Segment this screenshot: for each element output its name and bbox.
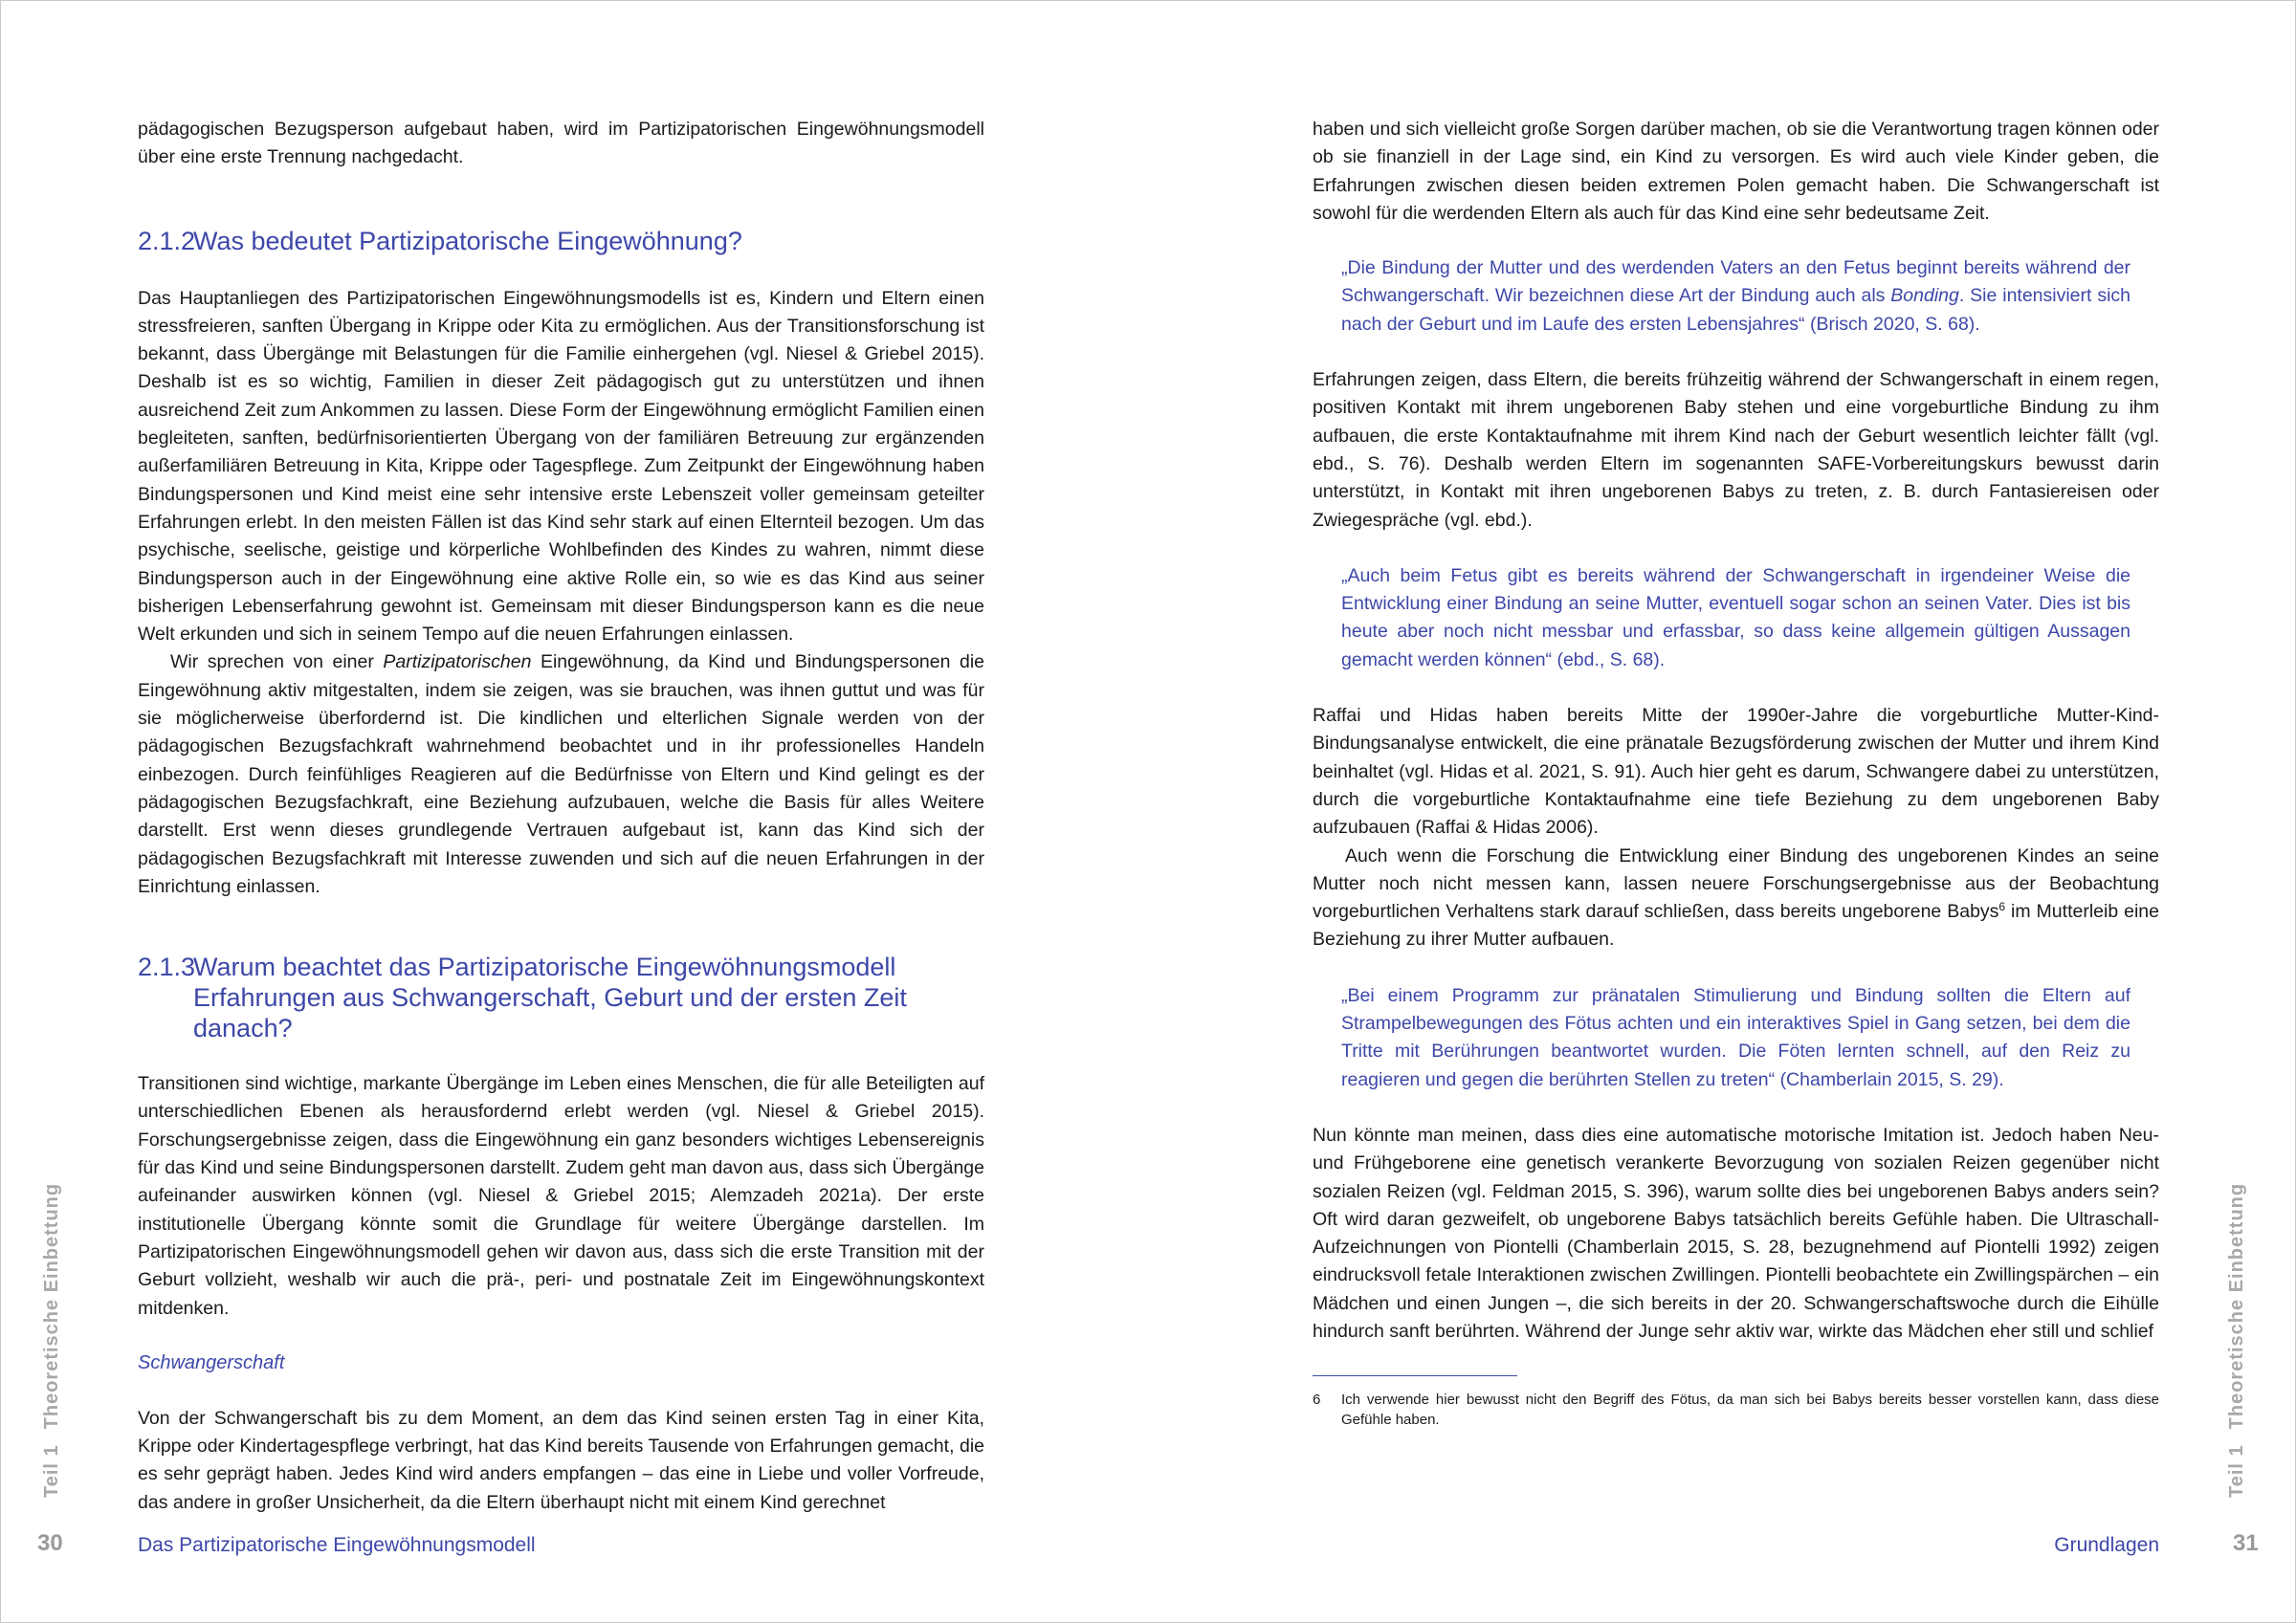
section-heading-2-1-3 xyxy=(138,952,984,1043)
emphasis-text: Bonding xyxy=(1890,285,1959,307)
page-number-right: 31 xyxy=(2233,1530,2259,1556)
paragraph-text: Wir sprechen von einer xyxy=(170,651,384,673)
emphasis-text: Partizipatorischen xyxy=(383,651,532,673)
footnote-text: Ich verwende hier bewusst nicht den Begriff des Fötus, da man sich bei Babys bereits besser vorstellen kann, dass diese Gefühle haben. xyxy=(1341,1392,2159,1428)
side-label-part: Teil 1 xyxy=(41,1444,62,1498)
footnote-number: 6 xyxy=(1313,1392,1321,1408)
side-label-title: Theoretische Einbettung xyxy=(41,1182,62,1430)
section-213-paragraph-2: Von der Schwangerschaft bis zu dem Moment, an dem das Kind seinen ersten Tag in einer Kita, Krippe oder Kindertagespflege verbringt, hat das Kind bereits Tausende von Erfahrungen gemacht, die es sehr geprägt haben. Jedes Kind wird anders empfangen – das eine in Liebe und voller Vorfreude, das andere in großer Unsicherheit, da die Eltern überhaupt nicht mit einem Kind gerechnet xyxy=(138,1407,984,1513)
right-paragraph-2: Erfahrungen zeigen, dass Eltern, die bereits frühzeitig während der Schwangerschaft in einem regen, positiven Kontakt mit ihrem ungeborenen Baby stehen und eine vorgeburtliche Bindung zu ihm aufbauen, die erste Kontaktaufnahme mit ihrem Kind nach der Geburt wesentlich leichter fällt (vgl. ebd., S. 76). Deshalb werden Eltern im sogenannten SAFE-Vorbereitungskurs bewusst darin unterstützt, in Kontakt mit ihren ungeborenen Babys zu treten, z. B. durch Fantasiereisen oder Zwiegespräche (vgl. ebd.). xyxy=(1313,369,2159,531)
running-head-left: Das Partizipatorische Eingewöhnungsmodell xyxy=(138,1534,536,1556)
section-title-line-2: Erfahrungen aus Schwangerschaft, Geburt und der ersten Zeit danach? xyxy=(193,983,907,1043)
right-text-column xyxy=(1313,116,2159,1346)
paragraph-text: Auch wenn die Forschung die Entwicklung einer Bindung des ungeborenen Kindes an seine Mutter noch nicht messen kann, lassen neuere Forschungsergebnisse aus der Beobachtung vorgeburtlichen Verhaltens stark darauf schließen, dass bereits ungeborene Babys xyxy=(1313,844,2159,923)
section-number: 2.1.3 xyxy=(138,953,196,982)
intro-paragraph: pädagogischen Bezugsperson aufgebaut haben, wird im Partizipatorischen Eingewöhnungsmodell über eine erste Trennung nachgedacht. xyxy=(138,119,984,168)
quote-2: „Auch beim Fetus gibt es bereits während der Schwangerschaft in irgendeiner Weise die Entwicklung einer Bindung an seine Mutter, eventuell sogar schon an seinen Vater. Dies ist bis heute aber noch nicht messbar und erfassbar, so dass keine allgemein gültigen Aussagen gemacht werden können“ (ebd., S. 68). xyxy=(1341,564,2130,670)
left-page xyxy=(1,1,1148,1622)
quote-1 xyxy=(1341,254,2130,339)
right-side-label xyxy=(2226,1183,2248,1498)
running-head-right: Grundlagen xyxy=(2054,1534,2159,1556)
quote-3: „Bei einem Programm zur pränatalen Stimulierung und Bindung sollten die Eltern auf Strampelbewegungen des Fötus achten und ein interaktives Spiel in Gang setzen, bei dem die Tritte mit Berührungen beantwortet wurden. Die Föten lernten schnell, auf den Reiz zu reagieren und gegen die berührten Stellen zu treten“ (Chamberlain 2015, S. 29). xyxy=(1341,984,2130,1090)
section-213-paragraph-1: Transitionen sind wichtige, markante Übergänge im Leben eines Menschen, die für alle Beteiligten auf unterschiedlichen Ebenen als herausfordernd erlebt werden (vgl. Niesel & Griebel 2015). Forschungsergebnisse zeigen, dass die Eingewöhnung ein ganz besonders wichtiges Lebensereignis für das Kind und seine Bindungspersonen darstellt. Zudem geht man davon aus, dass sich Übergänge aufeinander auswirken können (vgl. Niesel & Griebel 2015; Alemzadeh 2021a). Der erste institutionelle Übergang könnte somit die Grundlage für weitere Übergänge darstellen. Im Partizipatorischen Eingewöhnungsmodell gehen wir davon aus, dass sich die erste Transition mit der Geburt vollzieht, weshalb wir auch die prä-, peri- und postnatale Zeit im Eingewöhnungskontext mitdenken. xyxy=(138,1073,984,1319)
section-212-paragraph-1: Das Hauptanliegen des Partizipatorischen Eingewöhnungsmodells ist es, Kindern und Eltern einen stressfreieren, sanften Übergang in Krippe oder Kita zu ermöglichen. Aus der Transitionsforschung ist bekannt, dass Übergänge mit Belastungen für die Familie einhergehen (vgl. Niesel & Griebel 2015). Deshalb ist es so wichtig, Familien in dieser Zeit pädagogisch gut zu unterstützen und ihnen ausreichend Zeit zum Ankommen zu lassen. Diese Form der Eingewöhnung ermöglicht Familien einen begleiteten, sanften, bedürfnisorientierten Übergang von der familiären Betreuung zur ergänzenden außerfamiliären Betreuung in Kita, Krippe oder Tagespflege. Zum Zeitpunkt der Eingewöhnung haben Bindungspersonen und Kind meist eine sehr intensive erste Lebenszeit voller gemeinsam geteilter Erfahrungen erlebt. In den meisten Fällen ist das Kind sehr stark auf einen Elternteil bezogen. Um das psychische, seelische, geistige und körperliche Wohlbefinden des Kindes zu wahren, nimmt diese Bindungsperson auch in der Eingewöhnung eine aktive Rolle ein, so wie es das Kind aus seiner bisherigen Lebenserfahrung gewohnt ist. Gemeinsam mit dieser Bindungsperson kann es die neue Welt erkunden und sich in seinem Tempo auf die neuen Erfahrungen einlassen. xyxy=(138,287,984,646)
section-title: Was bedeutet Partizipatorische Eingewöhnung? xyxy=(193,226,742,255)
left-text-column xyxy=(138,116,984,1517)
footnote-marker[interactable]: 6 xyxy=(1998,900,2006,914)
quote-text: „Die Bindung der Mutter und des werdenden Vaters an den Fetus beginnt bereits während der Schwangerschaft. Wir bezeichnen diese Art der Bindung auch als xyxy=(1341,257,2130,307)
footnote-rule xyxy=(1313,1375,1517,1376)
paragraph-text: Eingewöhnung, da Kind und Bindungspersonen die Eingewöhnung aktiv mitgestalten, indem sie zeigen, was sie brauchen, was ihnen guttut und was für sie möglicherweise überfordernd ist. Die kindlichen und elterlichen Signale werden von der pädagogischen Bezugsfachkraft wahrnehmend beobachtet und in ihr professionelles Handeln einbezogen. Durch feinfühliges Reagieren auf die Bedürfnisse von Eltern und Kind gelingt es der pädagogischen Bezugsfachkraft, eine Beziehung aufzubauen, welche die Basis für alles Weitere darstellt. Erst wenn dieses grundlegende Vertrauen aufgebaut ist, kann das Kind sich der pädagogischen Bezugsfachkraft mit Interesse zuwenden und sich auf die neuen Erfahrungen in der Einrichtung einlassen. xyxy=(138,651,985,897)
side-label-title: Theoretische Einbettung xyxy=(2226,1182,2247,1430)
paragraph-text: im Mutterleib eine Beziehung zu ihrer Mutter aufbauen. xyxy=(1313,901,2159,951)
section-number: 2.1.2 xyxy=(138,226,196,255)
footnote-6 xyxy=(1313,1390,2159,1430)
side-label-part: Teil 1 xyxy=(2226,1444,2247,1498)
section-title-line-1: Warum beachtet das Partizipatorische Eingewöhnungsmodell xyxy=(193,953,896,982)
right-paragraph-4 xyxy=(1313,843,2159,954)
subheading-schwangerschaft: Schwangerschaft xyxy=(138,1351,285,1373)
left-side-label xyxy=(41,1183,63,1498)
quote-text: . Sie intensiviert sich nach der Geburt und im Laufe des ersten Lebensjahres“ (Brisch 2020, S. 68). xyxy=(1341,285,2130,335)
right-paragraph-5: Nun könnte man meinen, dass dies eine automatische motorische Imitation ist. Jedoch haben Neu- und Frühgeborene eine genetisch verankerte Bevorzugung von sozialen Reizen gegenüber nicht sozialen Reizen (vgl. Feldman 2015, S. 396), warum sollte dies bei ungeborenen Babys anders sein? Oft wird daran gezweifelt, ob ungeborene Babys tatsächlich bereits Gefühle haben. Die Ultraschall-Aufzeichnungen von Piontelli (Chamberlain 2015, S. 28, bezugnehmend auf Piontelli 1992) zeigen eindrucksvoll fetale Interaktionen zwischen Zwillingen. Piontelli beobachtete ein Zwillingspärchen – ein Mädchen und einen Jungen –, die sich bereits in der 20. Schwangerschaftswoche durch die Eihülle hindurch sanft berührten. Während der Junge sehr aktiv war, wirkte das Mädchen eher still und schlief xyxy=(1313,1124,2159,1342)
right-paragraph-3: Raffai und Hidas haben bereits Mitte der 1990er-Jahre die vorgeburtliche Mutter-Kind-Bindungsanalyse entwickelt, die eine pränatale Bezugsförderung zwischen der Mutter und ihrem Kind beinhaltet (vgl. Hidas et al. 2021, S. 91). Auch hier geht es darum, Schwangere dabei zu unterstützen, durch die vorgeburtliche Kontaktaufnahme eine tiefe Beziehung zu dem ungeborenen Baby aufzubauen (Raffai & Hidas 2006). xyxy=(1313,705,2159,839)
page-number-left: 30 xyxy=(37,1530,63,1556)
right-page xyxy=(1149,1,2296,1622)
section-212-paragraph-2 xyxy=(138,648,984,901)
section-heading-2-1-2 xyxy=(138,226,984,256)
right-paragraph-1: haben und sich vielleicht große Sorgen darüber machen, ob sie die Verantwortung tragen können oder ob sie finanziell in der Lage sind, ein Kind zu versorgen. Es wird auch viele Kinder geben, die Erfahrungen zwischen diesen beiden extremen Polen gemacht haben. Die Schwangerschaft ist sowohl für die werdenden Eltern als auch für das Kind eine sehr bedeutsame Zeit. xyxy=(1313,119,2159,224)
